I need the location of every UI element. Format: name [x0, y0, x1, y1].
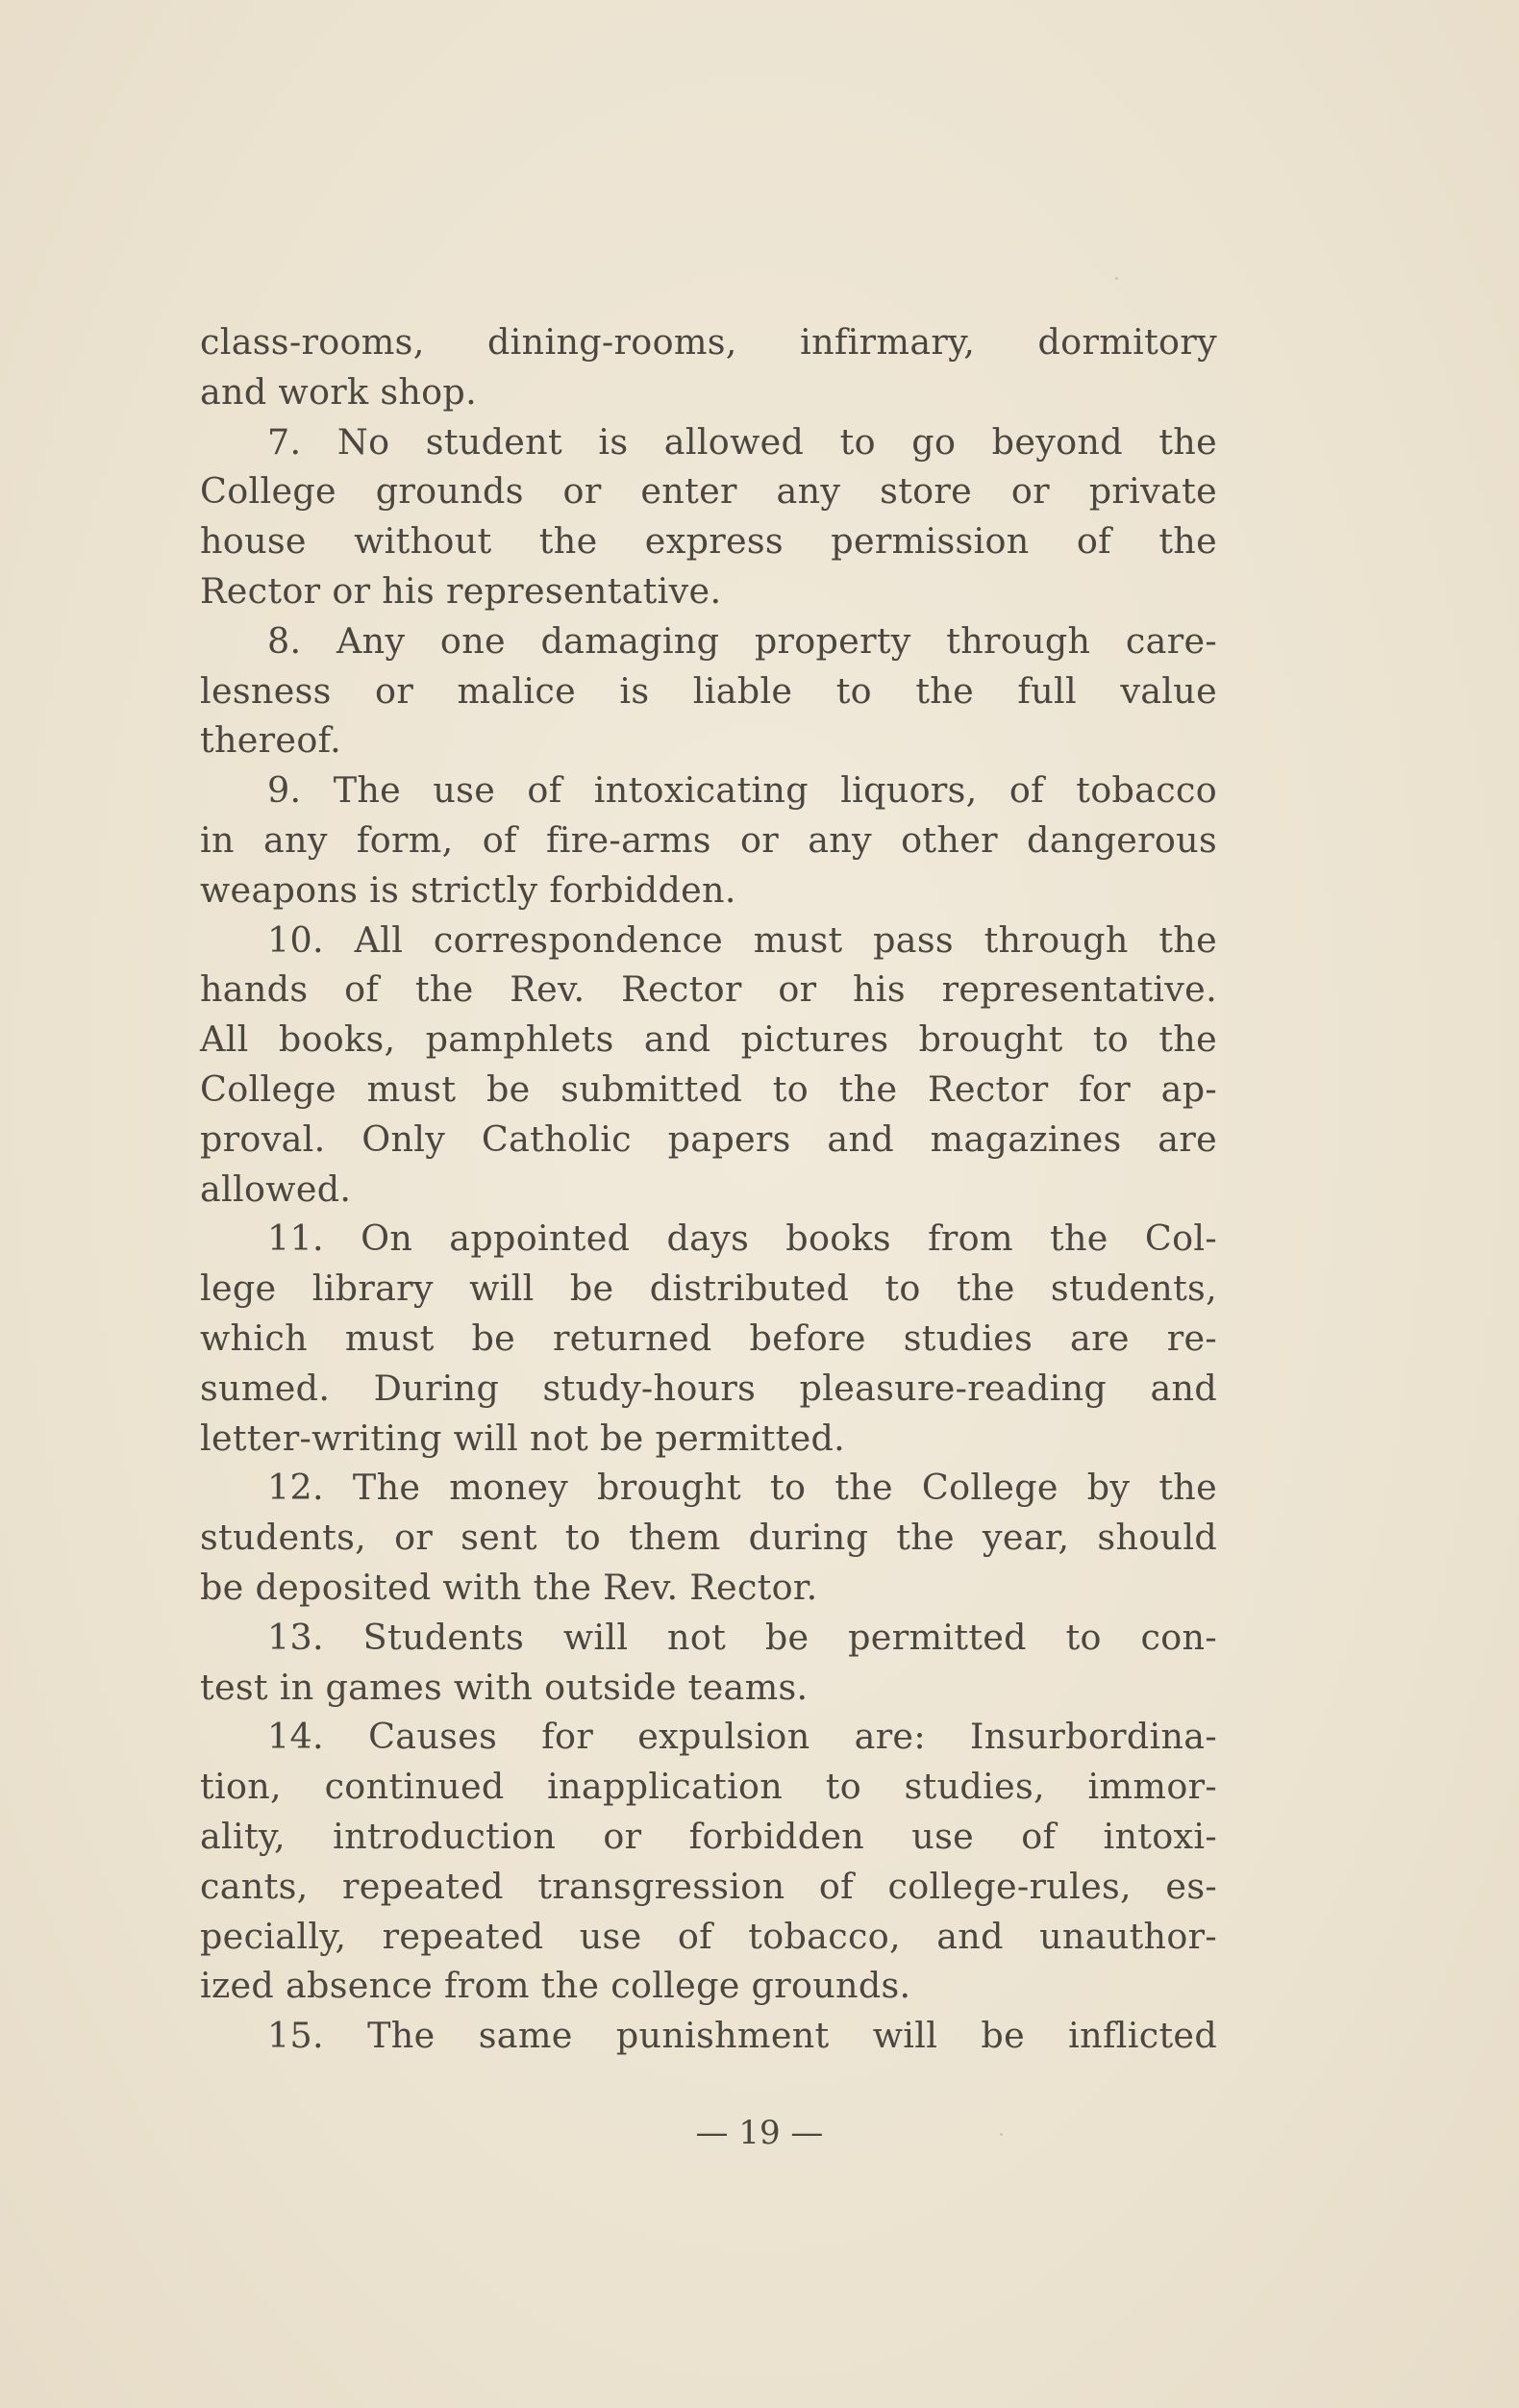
rule-9-line: 9. The use of intoxicating liquors, of tobacco	[267, 769, 1217, 812]
page-body-text	[200, 317, 1217, 2061]
rule-7-line: 7. No student is allowed to go beyond the	[267, 420, 1217, 463]
text-line: College grounds or enter any store or private	[200, 470, 1217, 513]
text-line: proval. Only Catholic papers and magazines are	[200, 1117, 1217, 1160]
rule-10-line: 10. All correspondence must pass through the	[267, 918, 1217, 961]
text-line: test in games with outside teams.	[200, 1666, 809, 1708]
text-line: lege library will be distributed to the students,	[200, 1267, 1217, 1310]
text-line: pecially, repeated use of tobacco, and unauthor-	[200, 1915, 1217, 1957]
text-line: Rector or his representative.	[200, 569, 722, 612]
text-line: students, or sent to them during the year, should	[200, 1517, 1217, 1559]
text-line: All books, pamphlets and pictures brought to the	[200, 1018, 1217, 1061]
text-line: letter-writing will not be permitted.	[200, 1417, 846, 1459]
paper-speck	[1115, 277, 1118, 280]
text-line: sumed. During study-hours pleasure-reading and	[200, 1367, 1217, 1409]
rule-8-line: 8. Any one damaging property through care-	[267, 619, 1217, 662]
text-line: in any form, of fire-arms or any other dangerous	[200, 818, 1217, 861]
rule-14-line: 14. Causes for expulsion are: Insurbordina-	[267, 1716, 1217, 1758]
text-line: tion, continued inapplication to studies, immor-	[200, 1766, 1217, 1808]
text-line: house without the express permission of the	[200, 520, 1217, 563]
text-line: hands of the Rev. Rector or his representative.	[200, 968, 1217, 1011]
text-line: be deposited with the Rev. Rector.	[200, 1566, 818, 1608]
text-line: ality, introduction or forbidden use of intoxi-	[200, 1815, 1217, 1857]
text-line: lesness or malice is liable to the full value	[200, 669, 1217, 712]
rule-13-line: 13. Students will not be permitted to con-	[267, 1616, 1217, 1658]
page-number: — 19 —	[695, 2114, 824, 2152]
text-line: weapons is strictly forbidden.	[200, 868, 736, 911]
text-line: which must be returned before studies are re-	[200, 1317, 1217, 1359]
rule-12-line: 12. The money brought to the College by the	[267, 1467, 1217, 1509]
rule-11-line: 11. On appointed days books from the Col-	[267, 1217, 1217, 1260]
text-line: thereof.	[200, 719, 342, 762]
rule-15-line: 15. The same punishment will be inflicted	[267, 2015, 1217, 2057]
text-line: cants, repeated transgression of college-rules, es-	[200, 1865, 1217, 1907]
text-line: allowed.	[200, 1167, 352, 1210]
text-line: ized absence from the college grounds.	[200, 1965, 911, 2007]
text-line: class-rooms, dining-rooms, infirmary, dormitory	[200, 321, 1217, 363]
text-line: and work shop.	[200, 370, 478, 413]
text-line: College must be submitted to the Rector for ap-	[200, 1067, 1217, 1110]
